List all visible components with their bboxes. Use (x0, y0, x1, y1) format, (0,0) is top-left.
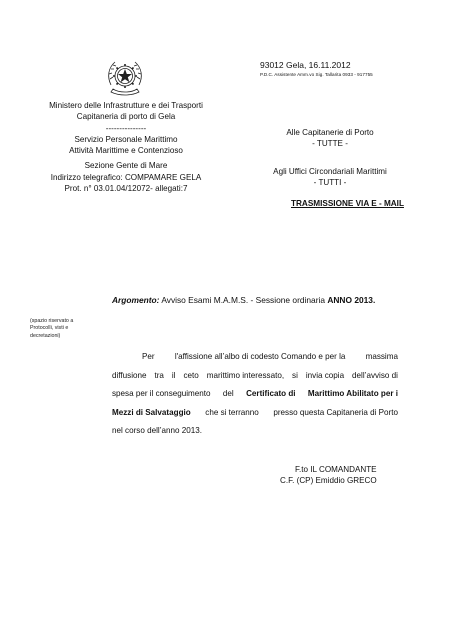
sender-activities: Attività Marittime e Contenzioso (69, 146, 183, 156)
reserved-space-line: (spazio riservato a (30, 318, 74, 324)
body-word: ceto (183, 370, 199, 380)
body-word: si (292, 370, 298, 380)
certificate-name: Marittimo Abilitato per i (307, 389, 398, 398)
body-word: Per (142, 352, 155, 361)
place-date: 93012 Gela, 16.11.2012 (260, 60, 351, 70)
subject-label: Argomento: (112, 295, 160, 305)
point-of-contact: P.D.C. Assistente Amm.vo Sig. Tallarita 0933 - 917755 (260, 72, 373, 77)
body-word: l'affissione all’albo di codesto Comando e per la (174, 352, 346, 361)
body-line (112, 367, 398, 386)
body-word: marittimo interessato, (206, 370, 285, 380)
certificate-name: Mezzi di Salvataggio (112, 407, 191, 417)
sender-telegraph: Indirizzo telegrafico: COMPAMARE GELA (50, 172, 202, 182)
subject-year: ANNO 2013. (327, 295, 376, 305)
transmission-mode: TRASMISSIONE VIA E - MAIL (291, 199, 404, 208)
reserved-space-note (30, 318, 73, 340)
body-paragraph (112, 348, 398, 441)
body-word: invia copia (305, 370, 345, 380)
sender-service: Servizio Personale Marittimo (74, 134, 178, 144)
body-word: massima (365, 352, 398, 361)
certificate-name: Certificato di (246, 389, 296, 398)
body-line (112, 404, 398, 423)
body-line (112, 348, 398, 367)
recipient-capitanerie: Alle Capitanerie di Porto (286, 128, 374, 137)
body-word: che si terranno (205, 407, 259, 417)
body-word: del (222, 389, 234, 398)
signature-title: F.to IL COMANDANTE (295, 465, 377, 474)
body-word: tra (154, 370, 164, 380)
subject-line (112, 295, 375, 305)
body-word: diffusione (112, 370, 147, 380)
body-word: il (171, 370, 176, 380)
sender-office: Capitaneria di porto di Gela (76, 112, 176, 122)
sender-separator: --------------- (105, 123, 147, 133)
reserved-space-line: Protocolli, visti e (30, 325, 69, 332)
recipient-uffici: Agli Uffici Circondariali Marittimi (273, 166, 387, 176)
sender-block (20, 100, 232, 194)
body-line: nel corso dell’anno 2013. (112, 426, 202, 435)
recipient-uffici-all: - TUTTI - (313, 177, 347, 187)
body-word: presso questa Capitaneria di Porto (273, 407, 398, 417)
sender-ministry: Ministero delle Infrastrutture e dei Trasporti (49, 101, 203, 110)
signature-name: C.F. (CP) Emiddio GRECO (280, 476, 377, 486)
recipients-block (250, 127, 410, 188)
reserved-space-line: decretazioni) (30, 332, 61, 339)
body-word: dell’avviso di (352, 370, 398, 380)
sender-section: Sezione Gente di Mare (84, 161, 168, 171)
signature-block (280, 464, 430, 487)
body-line (112, 385, 398, 404)
subject-text: Avviso Esami M.A.M.S. - Sessione ordinaria (159, 295, 328, 305)
italian-republic-emblem-icon (103, 55, 147, 99)
sender-protocol: Prot. n° 03.01.04/12072- allegati:7 (64, 184, 188, 194)
recipient-capitanerie-all: - TUTTE - (312, 139, 348, 149)
body-word: spesa per il conseguimento (112, 389, 211, 398)
